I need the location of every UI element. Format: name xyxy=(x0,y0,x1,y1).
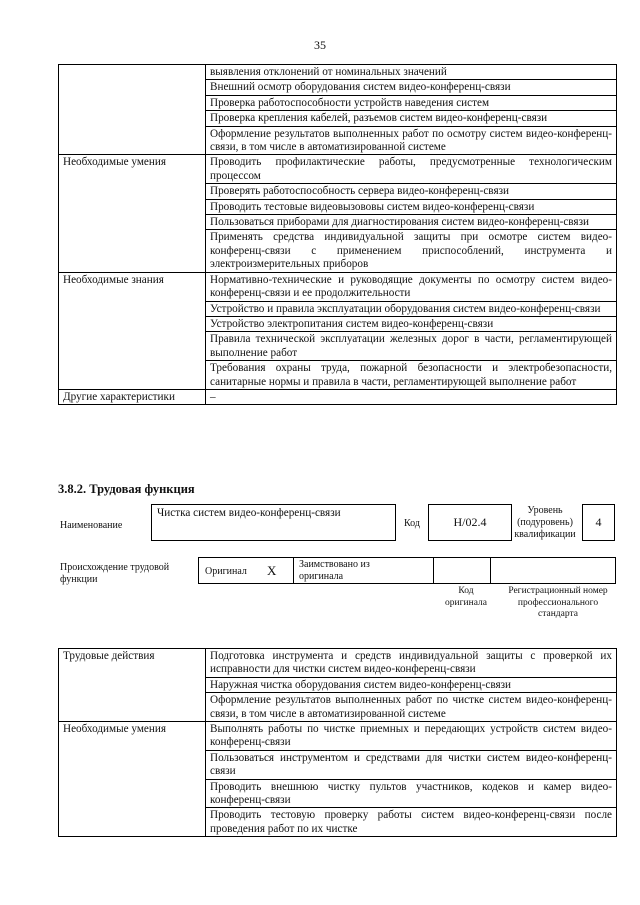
origin-row xyxy=(198,557,616,584)
row-category xyxy=(59,65,206,155)
level-box xyxy=(582,504,615,541)
section-heading: 3.8.2. Трудовая функция xyxy=(58,482,195,496)
row-item: Оформление результатов выполненных работ по осмотру систем видео-конференц-связи, в том числе в автоматизированной системе xyxy=(206,126,617,155)
divider xyxy=(490,558,491,583)
row-item: Пользоваться инструментом и средствами для чистки систем видео-конференц-связи xyxy=(206,750,617,779)
table-row xyxy=(59,155,617,184)
code-label: Код xyxy=(404,518,420,529)
row-item: Проверка крепления кабелей, разъемов систем видео-конференц-связи xyxy=(206,111,617,126)
name-value: Чистка систем видео-конференц-связи xyxy=(157,507,341,519)
row-item: Проводить профилактические работы, предусмотренные технологическим процессом xyxy=(206,155,617,184)
row-item: Оформление результатов выполненных работ по чистке систем видео-конференц-связи, в том числе в автоматизированной системе xyxy=(206,693,617,722)
level-label: Уровень (подуровень) квалификации xyxy=(514,505,576,540)
code-value: Н/02.4 xyxy=(453,515,487,529)
row-item: Нормативно-технические и руководящие документы по осмотру систем видео-конференц-связи и ее продолжительности xyxy=(206,272,617,301)
origin-label: Происхождение трудовой функции xyxy=(60,562,170,585)
row-category: Трудовые действия xyxy=(59,649,206,722)
table-row xyxy=(59,389,617,404)
row-category: Необходимые знания xyxy=(59,272,206,389)
table-row xyxy=(59,649,617,678)
borrowed-label: Заимствовано из оригинала xyxy=(299,559,370,582)
row-item: Проводить тестовую проверку работы систем видео-конференц-связи после проведения работ по их чистке xyxy=(206,808,617,837)
row-item: – xyxy=(206,389,617,404)
original-label: Оригинал xyxy=(205,566,247,577)
row-item: Правила технической эксплуатации железных дорог в части, регламентирующей выполнение работ xyxy=(206,332,617,361)
row-item: Наружная чистка оборудования систем видео-конференц-связи xyxy=(206,677,617,692)
row-item: Проводить внешнюю чистку пультов участников, кодеков и камер видео-конференц-связи xyxy=(206,779,617,808)
row-item: Устройство и правила эксплуатации оборудования систем видео-конференц-связи xyxy=(206,301,617,316)
divider xyxy=(433,558,434,583)
code-original-label: Код оригинала xyxy=(445,586,487,608)
skills-table-1 xyxy=(58,64,617,405)
row-item: Пользоваться приборами для диагностирования систем видео-конференц-связи xyxy=(206,215,617,230)
row-item: Требования охраны труда, пожарной безопасности и электробезопасности, санитарные нормы и правила в части, регламентирующей выполнение работ xyxy=(206,361,617,390)
original-mark: X xyxy=(267,563,277,578)
page-number: 35 xyxy=(314,38,326,52)
code-box xyxy=(428,504,512,541)
row-item: выявления отклонений от номинальных значений xyxy=(206,65,617,80)
name-label: Наименование xyxy=(60,520,123,531)
table-row xyxy=(59,272,617,301)
row-item: Проверка работоспособности устройств наведения систем xyxy=(206,95,617,110)
row-item: Устройство электропитания систем видео-конференц-связи xyxy=(206,316,617,331)
row-item: Внешний осмотр оборудования систем видео-конференц-связи xyxy=(206,80,617,95)
row-category: Необходимые умения xyxy=(59,722,206,837)
reg-number-label: Регистрационный номер профессионального стандарта xyxy=(508,586,608,619)
row-item: Проводить тестовые видеовызововы систем видео-конференц-связи xyxy=(206,199,617,214)
row-category: Другие характеристики xyxy=(59,389,206,404)
row-category: Необходимые умения xyxy=(59,155,206,272)
divider xyxy=(293,558,294,583)
skills-table-2 xyxy=(58,648,617,837)
name-box xyxy=(151,504,396,541)
row-item: Подготовка инструмента и средств индивидуальной защиты с проверкой их исправности для чистки систем видео-конференц-связи xyxy=(206,649,617,678)
row-item: Применять средства индивидуальной защиты при осмотре систем видео-конференц-связи с применением приспособлений, инструмента и электроизмерительных приборов xyxy=(206,230,617,272)
level-value: 4 xyxy=(595,515,602,529)
row-item: Выполнять работы по чистке приемных и передающих устройств систем видео-конференц-связи xyxy=(206,722,617,751)
table-row xyxy=(59,722,617,751)
table-row xyxy=(59,65,617,80)
row-item: Проверять работоспособность сервера видео-конференц-связи xyxy=(206,184,617,199)
